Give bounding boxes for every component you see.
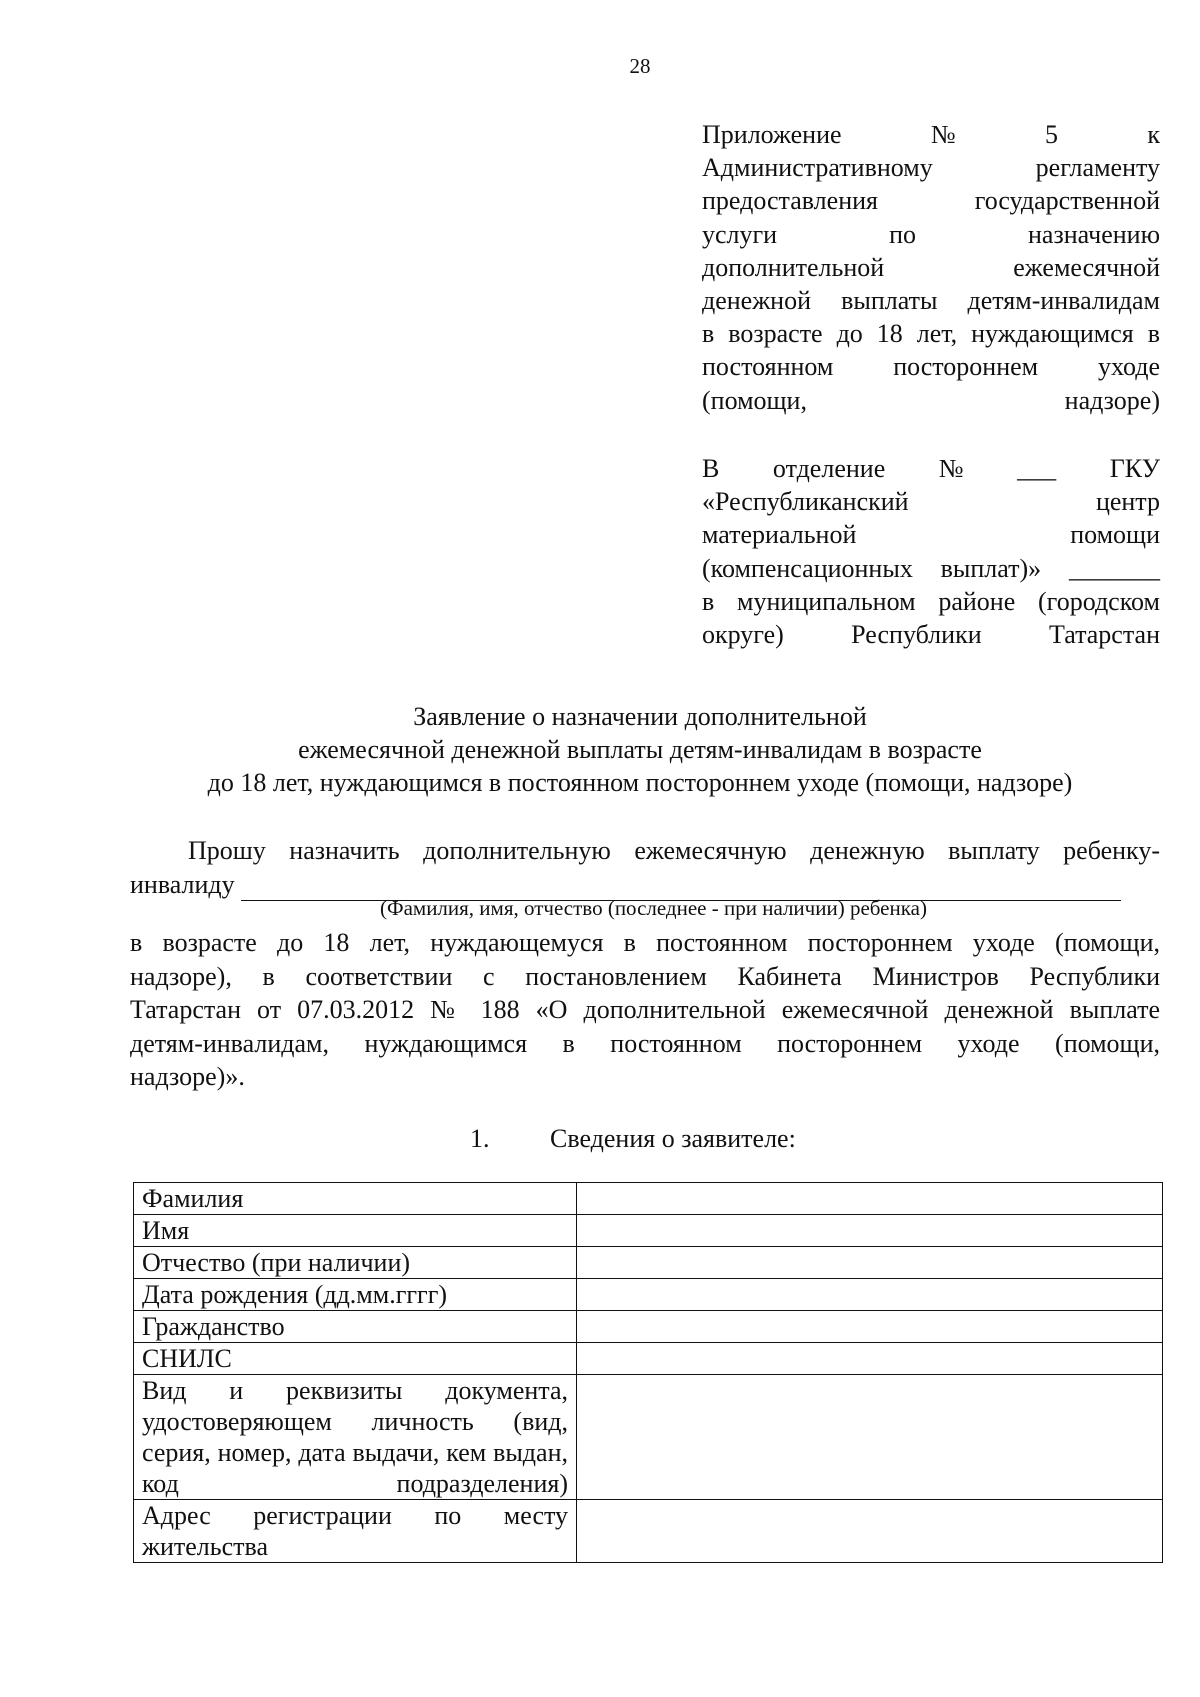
- row-value-registration-address[interactable]: [577, 1500, 1163, 1563]
- continuation-line-4: детям-инвалидам, нуждающимся в постоянном постороннем уходе (помощи,: [130, 1028, 1160, 1058]
- annex-line-4: услуги по назначению: [702, 219, 1160, 249]
- annex-line-7: в возрасте до 18 лет, нуждающимся в: [702, 319, 1160, 349]
- title-line-2: ежемесячной денежной выплаты детям-инвалидам в возрасте: [298, 735, 982, 764]
- annex-line-8: постоянном постороннем уходе: [702, 352, 1160, 382]
- addressee-block: [702, 452, 1160, 651]
- section-1-heading: [470, 1124, 796, 1154]
- row-value-patronymic[interactable]: [577, 1247, 1163, 1279]
- continuation-line-1: в возрасте до 18 лет, нуждающемуся в постоянном постороннем уходе (помощи,: [130, 928, 1160, 957]
- addressee-line-2: «Республиканский центр: [702, 487, 1160, 517]
- title-line-1: Заявление о назначении дополнительной: [413, 702, 867, 731]
- request-paragraph: [130, 834, 1160, 901]
- row-value-surname[interactable]: [577, 1183, 1163, 1215]
- page-number: 28: [629, 54, 651, 78]
- row-label-patronymic: Отчество (при наличии): [134, 1247, 577, 1279]
- request-line-1: Прошу назначить дополнительную ежемесячную денежную выплату ребенку-: [188, 836, 1160, 865]
- section-1-number: 1.: [470, 1124, 490, 1153]
- request-line-2-prefix: инвалиду: [130, 869, 235, 899]
- row-label-citizenship: Гражданство: [134, 1311, 577, 1343]
- row-label-registration-address: Адрес регистрации по месту жительства: [134, 1500, 577, 1563]
- request-continuation: [130, 926, 1160, 1094]
- table-row: [134, 1279, 1163, 1311]
- table-row: [134, 1500, 1163, 1563]
- row-label-name: Имя: [134, 1215, 577, 1247]
- annex-line-9: (помощи, надзоре): [702, 385, 1160, 415]
- addressee-line-6: округе) Республики Татарстан: [702, 620, 1160, 650]
- title-line-3: до 18 лет, нуждающимся в постоянном постороннем уходе (помощи, надзоре): [207, 768, 1073, 797]
- annex-line-3: предоставления государственной: [702, 186, 1160, 216]
- child-name-caption: (Фамилия, имя, отчество (последнее - при наличии) ребенка): [380, 896, 927, 920]
- applicant-table: [133, 1182, 1163, 1563]
- row-value-citizenship[interactable]: [577, 1311, 1163, 1343]
- row-value-name[interactable]: [577, 1215, 1163, 1247]
- table-row: [134, 1247, 1163, 1279]
- row-label-snils: СНИЛС: [134, 1343, 577, 1375]
- annex-line-6: денежной выплаты детям-инвалидам: [702, 286, 1160, 316]
- annex-header: [702, 118, 1160, 417]
- continuation-line-5: надзоре)».: [130, 1062, 245, 1091]
- addressee-line-5: в муниципальном районе (городском: [702, 586, 1160, 616]
- continuation-line-3: Татарстан от 07.03.2012 № 188 «О дополнительной ежемесячной денежной выплате: [130, 995, 1160, 1024]
- annex-line-5: дополнительной ежемесячной: [702, 252, 1160, 282]
- table-row: [134, 1375, 1163, 1500]
- addressee-line-4: (компенсационных выплат)» _______: [702, 553, 1160, 583]
- addressee-line-1: В отделение № ___ ГКУ: [702, 454, 1160, 483]
- row-value-snils[interactable]: [577, 1343, 1163, 1375]
- table-row: [134, 1183, 1163, 1215]
- row-label-surname: Фамилия: [134, 1183, 577, 1215]
- row-label-identity-document: Вид и реквизиты документа, удостоверяющем личность (вид, серия, номер, дата выдачи, кем выдан, код подразделения): [134, 1375, 577, 1500]
- annex-line-2: Административному регламенту: [702, 153, 1160, 183]
- section-1-title: Сведения о заявителе:: [550, 1124, 796, 1153]
- application-title: [110, 700, 1170, 799]
- table-row: [134, 1343, 1163, 1375]
- row-value-birth-date[interactable]: [577, 1279, 1163, 1311]
- annex-line-1: Приложение № 5 к: [702, 120, 1160, 149]
- table-row: [134, 1215, 1163, 1247]
- table-row: [134, 1311, 1163, 1343]
- addressee-line-3: материальной помощи: [702, 520, 1160, 550]
- row-label-birth-date: Дата рождения (дд.мм.гггг): [134, 1279, 577, 1311]
- continuation-line-2: надзоре), в соответствии с постановлением Кабинета Министров Республики: [130, 961, 1160, 991]
- row-value-identity-document[interactable]: [577, 1375, 1163, 1500]
